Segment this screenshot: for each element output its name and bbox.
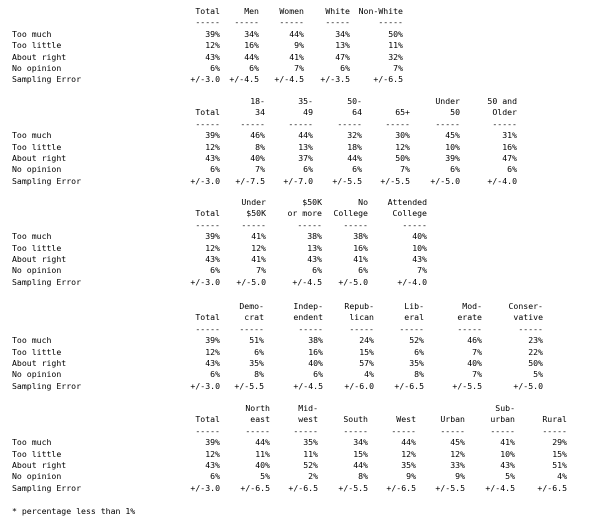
column-rule: ----- <box>490 425 515 436</box>
column-rule: ----- <box>241 219 266 230</box>
column-header: Total <box>195 107 220 118</box>
table-cell: 4% <box>364 369 374 380</box>
table-cell: 11% <box>388 40 403 51</box>
row-label: Sampling Error <box>12 74 82 85</box>
row-label: Too little <box>12 242 62 253</box>
row-label: Too much <box>12 130 52 141</box>
row-label: Too much <box>12 335 52 346</box>
column-header: $50K <box>246 208 266 219</box>
table-cell: 43% <box>205 153 220 163</box>
column-header: Non-White <box>358 6 403 16</box>
table-cell: 22% <box>528 346 543 357</box>
column-header: Total <box>195 312 220 323</box>
table-cell: 16% <box>353 242 368 253</box>
table-cell: 43% <box>412 254 427 264</box>
column-rule: ----- <box>195 219 220 230</box>
column-rule: ----- <box>245 425 270 436</box>
table-cell: 12% <box>205 448 220 459</box>
table-cell: +/-3.0 <box>190 380 220 391</box>
table-cell: 51% <box>552 460 567 470</box>
table-cell: 35% <box>409 358 424 368</box>
column-header: 34 <box>255 107 265 118</box>
table-cell: +/-4.5 <box>274 74 304 85</box>
table-cell: 7% <box>393 63 403 73</box>
column-rule: ----- <box>402 219 427 230</box>
table-cell: 8% <box>254 369 264 380</box>
table-cell: +/-6.0 <box>344 380 374 391</box>
table-cell: 40% <box>255 460 270 470</box>
column-header: Conser- <box>508 301 543 311</box>
row-label: No opinion <box>12 369 62 380</box>
column-rule: ----- <box>298 323 323 334</box>
column-header: Under <box>241 197 266 207</box>
table-cell: 6% <box>313 369 323 380</box>
column-rule: ----- <box>378 17 403 28</box>
table-cell: 7% <box>472 346 482 357</box>
table-cell: 40% <box>308 358 323 368</box>
column-header: Men <box>244 6 259 16</box>
table-cell: 43% <box>205 460 220 470</box>
table-cell: 41% <box>289 51 304 62</box>
table-cell: +/-5.5 <box>452 380 482 391</box>
table-cell: 51% <box>249 335 264 346</box>
row-label: Too little <box>12 448 62 459</box>
column-header: No <box>358 197 368 207</box>
table-cell: 40% <box>412 231 427 242</box>
table-cell: +/-5.0 <box>338 276 368 287</box>
column-rule: ----- <box>288 118 313 129</box>
table-cell: +/-5.5 <box>338 482 368 493</box>
table-cell: 44% <box>289 28 304 39</box>
table-cell: 6% <box>340 63 350 73</box>
column-header: 65+ <box>395 107 410 118</box>
column-header: Sub- <box>495 403 515 413</box>
table-cell: +/-6.5 <box>240 482 270 493</box>
table-cell: 47% <box>502 153 517 163</box>
table-cell: +/-5.0 <box>513 380 543 391</box>
column-rule: ----- <box>343 425 368 436</box>
table-cell: +/-4.5 <box>293 380 323 391</box>
column-header: vative <box>513 312 543 323</box>
table-cell: 38% <box>353 231 368 242</box>
table-cell: 6% <box>312 265 322 276</box>
row-label: No opinion <box>12 164 62 175</box>
row-label: About right <box>12 358 67 368</box>
row-label: Too much <box>12 231 52 242</box>
table-cell: 4% <box>557 471 567 482</box>
table-cell: 6% <box>450 164 460 175</box>
table-cell: 8% <box>358 471 368 482</box>
table-cell: 6% <box>210 164 220 175</box>
table-cell: 43% <box>205 254 220 264</box>
table-cell: 35% <box>303 437 318 448</box>
table-cell: 12% <box>450 448 465 459</box>
table-cell: 6% <box>210 265 220 276</box>
table-cell: 52% <box>303 460 318 470</box>
table-cell: 9% <box>455 471 465 482</box>
table-cell: +/-5.5 <box>234 380 264 391</box>
footnote: * percentage less than 1% <box>12 506 136 516</box>
column-header: $50K <box>302 197 322 207</box>
table-cell: 32% <box>347 130 362 141</box>
column-header: 49 <box>303 107 313 118</box>
table-cell: 13% <box>335 40 350 51</box>
table-cell: 45% <box>450 437 465 448</box>
table-cell: 5% <box>533 369 543 380</box>
table-cell: 45% <box>445 130 460 141</box>
column-rule: ----- <box>457 323 482 334</box>
table-cell: +/-6.5 <box>373 74 403 85</box>
table-cell: +/-3.0 <box>190 482 220 493</box>
table-cell: 46% <box>250 130 265 141</box>
table-cell: +/-5.5 <box>332 175 362 186</box>
table-cell: 6% <box>210 471 220 482</box>
table-cell: 39% <box>205 130 220 141</box>
table-cell: 11% <box>303 448 318 459</box>
table-cell: +/-5.5 <box>435 482 465 493</box>
table-cell: 6% <box>254 346 264 357</box>
column-rule: ----- <box>518 323 543 334</box>
table-cell: +/-7.0 <box>283 175 313 186</box>
table-cell: +/-3.5 <box>320 74 350 85</box>
column-header: Rural <box>542 414 567 425</box>
column-header: Women <box>279 6 304 16</box>
column-rule: ----- <box>293 425 318 436</box>
table-cell: +/-4.0 <box>487 175 517 186</box>
column-header: West <box>396 414 416 425</box>
table-cell: 10% <box>412 242 427 253</box>
table-cell: 37% <box>298 153 313 163</box>
table-cell: 12% <box>205 141 220 152</box>
column-header: College <box>392 208 427 219</box>
table-cell: +/-3.0 <box>190 276 220 287</box>
row-label: Too little <box>12 141 62 152</box>
column-header: crat <box>244 312 264 323</box>
table-cell: +/-4.5 <box>229 74 259 85</box>
column-header: urban <box>490 414 515 425</box>
row-label: Too little <box>12 40 62 51</box>
table-cell: 12% <box>205 346 220 357</box>
table-cell: 6% <box>414 346 424 357</box>
table-cell: 43% <box>205 51 220 62</box>
row-label: No opinion <box>12 265 62 276</box>
column-rule: ----- <box>440 425 465 436</box>
row-label: Sampling Error <box>12 380 82 391</box>
table-cell: 12% <box>395 141 410 152</box>
table-cell: +/-3.0 <box>190 74 220 85</box>
table-cell: 5% <box>260 471 270 482</box>
row-label: Too much <box>12 28 52 39</box>
table-cell: +/-4.0 <box>397 276 427 287</box>
table-cell: 41% <box>251 254 266 264</box>
column-header: North <box>245 403 270 413</box>
row-label: Sampling Error <box>12 482 82 493</box>
table-cell: 9% <box>406 471 416 482</box>
column-rule: ----- <box>492 118 517 129</box>
column-rule: ----- <box>435 118 460 129</box>
column-header: Indep- <box>293 301 323 311</box>
table-cell: 38% <box>307 231 322 242</box>
table-cell: 39% <box>205 28 220 39</box>
table-cell: 6% <box>352 164 362 175</box>
column-rule: ----- <box>391 425 416 436</box>
table-cell: +/-4.5 <box>292 276 322 287</box>
column-header: or more <box>287 208 322 219</box>
table-cell: 50% <box>395 153 410 163</box>
column-header: 50 and <box>487 96 517 106</box>
table-cell: 15% <box>359 346 374 357</box>
table-cell: 9% <box>294 40 304 51</box>
column-header: Under <box>435 96 460 106</box>
row-label: Too little <box>12 346 62 357</box>
table-cell: 16% <box>308 346 323 357</box>
column-header: Urban <box>440 414 465 425</box>
table-cell: 10% <box>500 448 515 459</box>
table-cell: 34% <box>335 28 350 39</box>
table-cell: 40% <box>467 358 482 368</box>
table-cell: 34% <box>244 28 259 39</box>
table-cell: 41% <box>251 231 266 242</box>
table-cell: 11% <box>255 448 270 459</box>
table-cell: +/-7.5 <box>235 175 265 186</box>
table-cell: 33% <box>450 460 465 470</box>
table-cell: 38% <box>308 335 323 346</box>
table-cell: 2% <box>308 471 318 482</box>
table-cell: 46% <box>467 335 482 346</box>
column-header: 18- <box>250 96 265 106</box>
column-header: 50- <box>347 96 362 106</box>
column-header: east <box>250 414 270 425</box>
column-header: Demo- <box>239 301 264 311</box>
table-cell: 18% <box>347 141 362 152</box>
table-cell: 24% <box>359 335 374 346</box>
table-cell: 7% <box>255 164 265 175</box>
column-rule: ----- <box>239 323 264 334</box>
column-header: endent <box>293 312 323 323</box>
table-cell: 29% <box>552 437 567 448</box>
table-cell: 34% <box>353 437 368 448</box>
table-cell: 7% <box>400 164 410 175</box>
column-rule: ----- <box>399 323 424 334</box>
table-cell: 43% <box>500 460 515 470</box>
table-cell: 16% <box>502 141 517 152</box>
table-cell: 44% <box>401 437 416 448</box>
row-label: No opinion <box>12 63 62 73</box>
column-header: 64 <box>352 107 362 118</box>
table-cell: 8% <box>414 369 424 380</box>
column-rule: ----- <box>337 118 362 129</box>
table-cell: 43% <box>307 254 322 264</box>
table-cell: 10% <box>445 141 460 152</box>
table-cell: 39% <box>445 153 460 163</box>
table-cell: 7% <box>256 265 266 276</box>
table-cell: 57% <box>359 358 374 368</box>
table-cell: 52% <box>409 335 424 346</box>
column-rule: ----- <box>195 118 220 129</box>
column-rule: ----- <box>195 323 220 334</box>
column-header: Total <box>195 414 220 425</box>
column-header: Older <box>492 107 517 118</box>
table-cell: 6% <box>358 265 368 276</box>
column-rule: ----- <box>240 118 265 129</box>
table-cell: 43% <box>205 358 220 368</box>
table-cell: 31% <box>502 130 517 141</box>
table-cell: 15% <box>353 448 368 459</box>
table-cell: 39% <box>205 437 220 448</box>
table-cell: 15% <box>552 448 567 459</box>
table-cell: 41% <box>353 254 368 264</box>
table-cell: 12% <box>401 448 416 459</box>
column-rule: ----- <box>297 219 322 230</box>
table-cell: 12% <box>251 242 266 253</box>
table-cell: 6% <box>210 63 220 73</box>
column-header: South <box>343 414 368 425</box>
column-rule: ----- <box>542 425 567 436</box>
column-rule: ----- <box>325 17 350 28</box>
column-header: Mod- <box>462 301 482 311</box>
table-cell: 6% <box>303 164 313 175</box>
column-rule: ----- <box>234 17 259 28</box>
table-cell: +/-6.5 <box>394 380 424 391</box>
table-cell: 50% <box>528 358 543 368</box>
table-cell: 16% <box>244 40 259 51</box>
table-cell: 40% <box>250 153 265 163</box>
column-header: White <box>325 6 350 16</box>
column-header: 35- <box>298 96 313 106</box>
column-header: Total <box>195 208 220 219</box>
table-cell: 6% <box>507 164 517 175</box>
table-cell: 44% <box>298 130 313 141</box>
table-cell: +/-6.5 <box>386 482 416 493</box>
column-header: eral <box>404 312 424 323</box>
table-cell: 6% <box>210 369 220 380</box>
table-cell: 13% <box>307 242 322 253</box>
column-header: Total <box>195 6 220 16</box>
table-cell: 12% <box>205 242 220 253</box>
column-header: College <box>333 208 368 219</box>
table-cell: 5% <box>505 471 515 482</box>
row-label: Sampling Error <box>12 175 82 186</box>
table-cell: 7% <box>417 265 427 276</box>
row-label: No opinion <box>12 471 62 482</box>
table-cell: 44% <box>353 460 368 470</box>
column-rule: ----- <box>195 17 220 28</box>
table-cell: +/-5.0 <box>430 175 460 186</box>
row-label: Too much <box>12 437 52 448</box>
table-cell: 47% <box>335 51 350 62</box>
table-cell: 7% <box>294 63 304 73</box>
column-header: Attended <box>387 197 427 207</box>
table-cell: 44% <box>244 51 259 62</box>
column-rule: ----- <box>279 17 304 28</box>
row-label: About right <box>12 153 67 163</box>
row-label: Sampling Error <box>12 276 82 287</box>
column-header: west <box>298 414 318 425</box>
column-header: Repub- <box>344 301 374 311</box>
table-cell: 7% <box>472 369 482 380</box>
column-header: Mid- <box>298 403 318 413</box>
table-cell: +/-3.0 <box>190 175 220 186</box>
table-cell: 13% <box>298 141 313 152</box>
column-header: lican <box>349 312 374 323</box>
table-cell: 8% <box>255 141 265 152</box>
column-rule: ----- <box>349 323 374 334</box>
column-header: erate <box>457 312 482 323</box>
column-rule: ----- <box>195 425 220 436</box>
column-rule: ----- <box>385 118 410 129</box>
table-cell: 32% <box>388 51 403 62</box>
table-cell: +/-4.5 <box>485 482 515 493</box>
column-header: Lib- <box>404 301 424 311</box>
table-cell: +/-5.0 <box>236 276 266 287</box>
table-cell: 39% <box>205 231 220 242</box>
table-cell: +/-6.5 <box>288 482 318 493</box>
table-cell: 35% <box>249 358 264 368</box>
table-cell: 50% <box>388 28 403 39</box>
row-label: About right <box>12 51 67 62</box>
table-cell: 44% <box>255 437 270 448</box>
table-cell: +/-6.5 <box>537 482 567 493</box>
table-cell: 44% <box>347 153 362 163</box>
table-cell: 23% <box>528 335 543 346</box>
table-cell: 41% <box>500 437 515 448</box>
column-header: 50 <box>450 107 460 118</box>
column-rule: ----- <box>343 219 368 230</box>
table-cell: 30% <box>395 130 410 141</box>
table-cell: 39% <box>205 335 220 346</box>
table-cell: 35% <box>401 460 416 470</box>
row-label: About right <box>12 460 67 470</box>
row-label: About right <box>12 254 67 264</box>
table-cell: +/-5.5 <box>380 175 410 186</box>
table-cell: 6% <box>249 63 259 73</box>
table-cell: 12% <box>205 40 220 51</box>
